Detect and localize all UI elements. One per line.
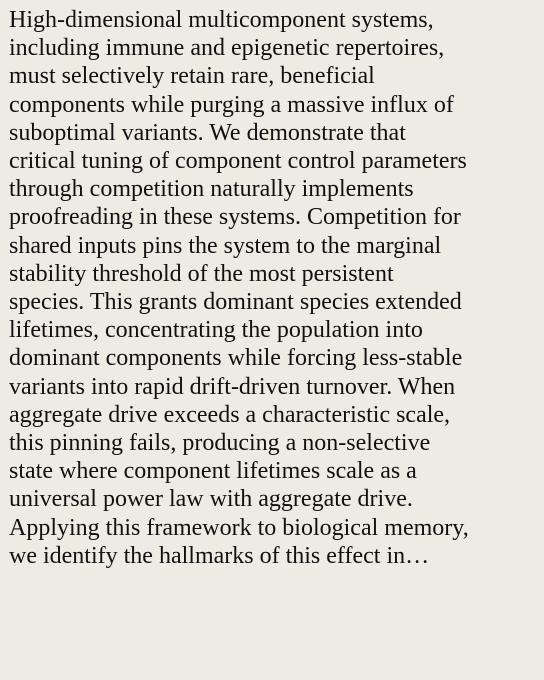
abstract-line: Applying this framework to biological memory, xyxy=(9,514,469,541)
abstract-line: universal power law with aggregate drive. xyxy=(9,486,413,513)
abstract-line: suboptimal variants. We demonstrate that xyxy=(9,119,406,146)
abstract-line: critical tuning of component control parameters xyxy=(9,148,467,175)
abstract-line: aggregate drive exceeds a characteristic scale, xyxy=(9,401,451,428)
abstract-line: lifetimes, concentrating the population into xyxy=(9,317,423,344)
abstract-line: species. This grants dominant species extended xyxy=(9,289,462,316)
abstract-line: including immune and epigenetic repertoires, xyxy=(9,35,445,62)
abstract-line: through competition naturally implements xyxy=(9,176,414,203)
abstract-line: shared inputs pins the system to the marginal xyxy=(9,232,442,259)
abstract-line: must selectively retain rare, beneficial xyxy=(9,63,375,90)
abstract-text xyxy=(9,6,536,570)
abstract-line: components while purging a massive influx of xyxy=(9,91,454,118)
abstract-line: dominant components while forcing less-stable xyxy=(9,345,463,372)
abstract-line: we identify the hallmarks of this effect in… xyxy=(9,542,430,569)
abstract-line: variants into rapid drift-driven turnover. When xyxy=(9,373,456,400)
abstract-line: state where component lifetimes scale as a xyxy=(9,458,417,485)
abstract-line: High-dimensional multicomponent systems, xyxy=(9,7,434,33)
abstract-line: stability threshold of the most persistent xyxy=(9,260,394,287)
abstract-line: this pinning fails, producing a non-selective xyxy=(9,430,431,457)
abstract-line: proofreading in these systems. Competition for xyxy=(9,204,461,231)
